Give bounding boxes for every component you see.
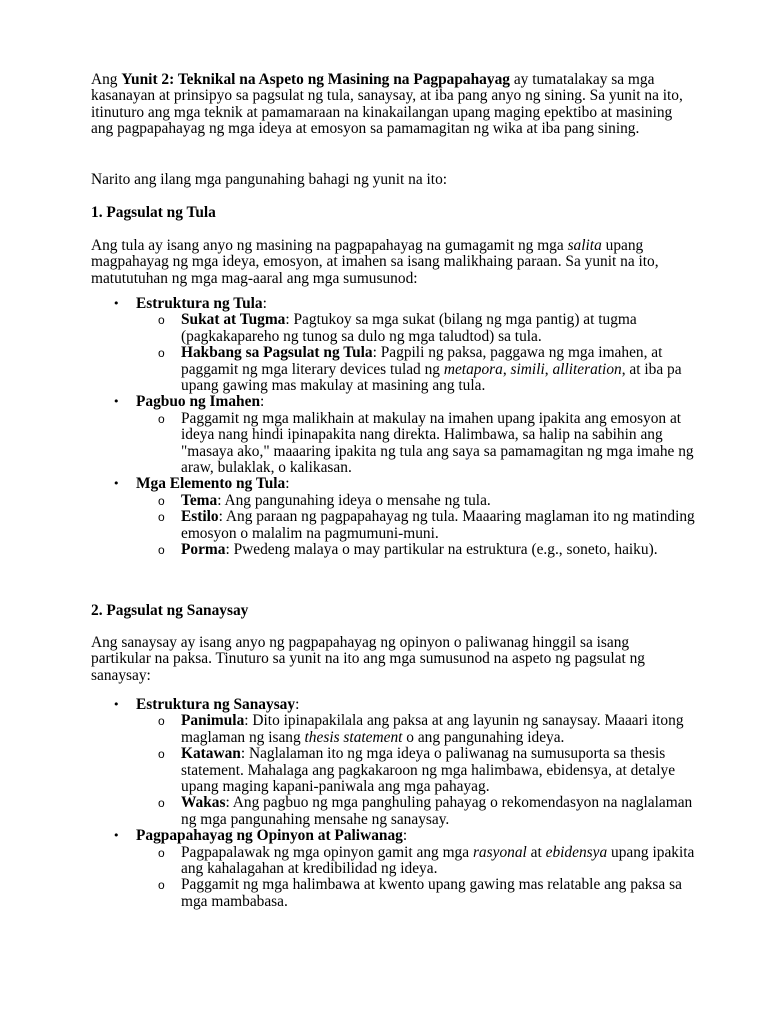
intro-prefix: Ang [91, 71, 122, 88]
list-item: • Estruktura ng Tula: o Sukat at Tugma: Pagtukoy sa mga sukat (bilang ng mga pantig) at tugma (pagkakapareho ng tunog sa dulo ng mga taludtod) sa tula. o Hakbang sa Pagsulat ng Tula: Pagpili ng paksa, paggawa ng mga imahen, at paggamit ng mga literary devices tulad ng metapora, simili, alliteration, at iba pa upang gawing mas makulay at masining ang tula. [91, 296, 711, 394]
section-2-heading: 2. Pagsulat ng Sanaysay [91, 602, 249, 619]
section-2-list [91, 697, 711, 910]
sub-list-item: o Tema: Ang pangunahing ideya o mensahe ng tula. [136, 493, 711, 509]
sub-list [136, 411, 711, 477]
sub-list-item: o Estilo: Ang paraan ng pagpapahayag ng tula. Maaaring maglaman ito ng matinding emosyon o malalim na pagmumuni-muni. [136, 509, 711, 542]
list-item: • Pagpapahayag ng Opinyon at Paliwanag: o Pagpapalawak ng mga opinyon gamit ang mga rasyonal at ebidensya upang ipakita ang kahalagahan at kredibilidad ng ideya. o Paggamit ng mga halimbawa at kwento upang gawing mas relatable ang paksa sa mga mambabasa. [91, 828, 711, 910]
item-label: Estruktura ng Sanaysay [136, 696, 296, 713]
sub-list [136, 845, 711, 911]
sub-list-item: o Paggamit ng mga malikhain at makulay na imahen upang ipakita ang emosyon at ideya nang hindi ipinapakita nang direkta. Halimbawa, sa halip na sabihin ang "masaya ako," maaaring ipakita ng tula ang saya sa pamamagitan ng mga imahe ng araw, bulaklak, o kalikasan. [136, 411, 711, 477]
sub-list [136, 713, 711, 828]
intro-text: ay tumatalakay sa mga kasanayan at prinsipyo sa pagsulat ng tula, sanaysay, at iba pang anyo ng sining. Sa yunit na ito, itinuturo ang mga teknik at pamamaraan na kinakailangan upang maging epektibo at masining ang pagpapahayag ng mga ideya at emosyon sa pamamagitan ng wika at iba pang sining. [91, 71, 683, 138]
item-label: Pagbuo ng Imahen [136, 393, 261, 411]
item-label: Estruktura ng Tula [136, 295, 263, 312]
sub-list [136, 493, 711, 559]
sub-list-item: o Pagpapalawak ng mga opinyon gamit ang mga rasyonal at ebidensya upang ipakita ang kahalagahan at kredibilidad ng ideya. [136, 845, 711, 878]
unit-title: Yunit 2: Teknikal na Aspeto ng Masining na Pagpapahayag [121, 71, 510, 88]
sub-list-item: o Katawan: Naglalaman ito ng mga ideya o paliwanag na sumusuporta sa thesis statement. Mahalaga ang pagkakaroon ng mga halimbawa, ebidensya, at detalye upang maging kapani-paniwala ang mga pahayag. [136, 746, 711, 795]
sub-list [136, 312, 711, 394]
item-label: Pagpapahayag ng Opinyon at Paliwanag [136, 827, 403, 845]
item-label: Mga Elemento ng Tula [136, 475, 286, 493]
section-2-paragraph: Ang sanaysay ay isang anyo ng pagpapahayag ng opinyon o paliwanag hinggil sa isang partikular na paksa. Tinuturo sa yunit na ito ang mga sumusunod na aspeto ng pagsulat ng sanaysay: [91, 634, 645, 684]
lead-sentence: Narito ang ilang mga pangunahing bahagi ng yunit na ito: [91, 171, 448, 188]
sub-list-item: o Panimula: Dito ipinapakilala ang paksa at ang layunin ng sanaysay. Maaari itong maglaman ng isang thesis statement o ang pangunahing ideya. [136, 713, 711, 746]
section-1-list [91, 296, 711, 559]
list-item: • Mga Elemento ng Tula: o Tema: Ang pangunahing ideya o mensahe ng tula. o Estilo: Ang paraan ng pagpapahayag ng tula. Maaaring maglaman ito ng matinding emosyon o malalim na pagmumuni-muni. o Porma: Pwedeng malaya o may partikular na estruktura (e.g., soneto, haiku). [91, 476, 711, 558]
sub-list-item: o Wakas: Ang pagbuo ng mga panghuling pahayag o rekomendasyon na naglalaman ng mga pangunahing mensahe ng sanaysay. [136, 795, 711, 828]
sub-list-item: o Porma: Pwedeng malaya o may partikular na estruktura (e.g., soneto, haiku). [136, 542, 711, 558]
sub-list-item: o Hakbang sa Pagsulat ng Tula: Pagpili ng paksa, paggawa ng mga imahen, at paggamit ng mga literary devices tulad ng metapora, simili, alliteration, at iba pa upang gawing mas makulay at masining ang tula. [136, 345, 711, 394]
intro-paragraph [91, 72, 691, 138]
section-1-heading: 1. Pagsulat ng Tula [91, 204, 216, 221]
sub-list-item: o Paggamit ng mga halimbawa at kwento upang gawing mas relatable ang paksa sa mga mambabasa. [136, 877, 711, 910]
sub-list-item: o Sukat at Tugma: Pagtukoy sa mga sukat (bilang ng mga pantig) at tugma (pagkakapareho ng tunog sa dulo ng mga taludtod) sa tula. [136, 312, 711, 345]
section-1-paragraph: Ang tula ay isang anyo ng masining na pagpapahayag na gumagamit ng mga salita upang magpahayag ng mga ideya, emosyon, at imahen sa isang malikhaing paraan. Sa yunit na ito, matututuhan ng mga mag-aaral ang mga sumusunod: [91, 237, 659, 287]
list-item: • Pagbuo ng Imahen: o Paggamit ng mga malikhain at makulay na imahen upang ipakita ang emosyon at ideya nang hindi ipinapakita nang direkta. Halimbawa, sa halip na sabihin ang "masaya ako," maaaring ipakita ng tula ang saya sa pamamagitan ng mga imahe ng araw, bulaklak, o kalikasan. [91, 394, 711, 476]
list-item: • Estruktura ng Sanaysay: o Panimula: Dito ipinapakilala ang paksa at ang layunin ng sanaysay. Maaari itong maglaman ng isang thesis statement o ang pangunahing ideya. o Katawan: Naglalaman ito ng mga ideya o paliwanag na sumusuporta sa thesis statement. Mahalaga ang pagkakaroon ng mga halimbawa, ebidensya, at detalye upang maging kapani-paniwala ang mga pahayag. o Wakas: Ang pagbuo ng mga panghuling pahayag o rekomendasyon na naglalaman ng mga pangunahing mensahe ng sanaysay. [91, 697, 711, 828]
